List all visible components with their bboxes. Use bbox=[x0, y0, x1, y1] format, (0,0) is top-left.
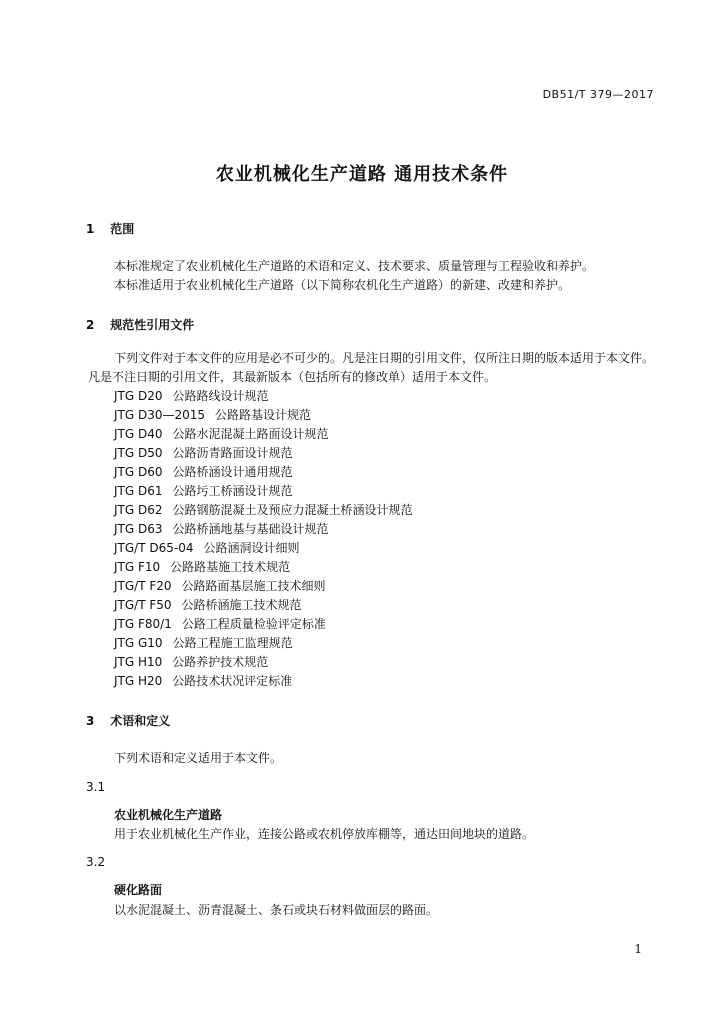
reference-item bbox=[114, 539, 413, 558]
scope-paragraph-1: 本标准规定了农业机械化生产道路的术语和定义、技术要求、质量管理与工程验收和养护。 bbox=[114, 259, 595, 273]
reference-name: 公路圬工桥涵设计规范 bbox=[172, 484, 293, 498]
section-title: 术语和定义 bbox=[110, 714, 171, 728]
document-title: 农业机械化生产道路 通用技术条件 bbox=[215, 164, 509, 185]
terms-intro: 下列术语和定义适用于本文件。 bbox=[114, 751, 283, 765]
reference-code: JTG D62 bbox=[114, 503, 163, 517]
reference-item bbox=[114, 463, 413, 482]
reference-name: 公路钢筋混凝土及预应力混凝土桥涵设计规范 bbox=[172, 503, 413, 517]
reference-item bbox=[114, 672, 413, 691]
term-3-1-name: 农业机械化生产道路 bbox=[114, 808, 223, 822]
term-3-2-name: 硬化路面 bbox=[114, 883, 163, 897]
reference-code: JTG/T F20 bbox=[114, 579, 172, 593]
reference-item bbox=[114, 634, 413, 653]
reference-code: JTG D61 bbox=[114, 484, 163, 498]
reference-item bbox=[114, 425, 413, 444]
reference-code: JTG F80/1 bbox=[114, 617, 172, 631]
section-number: 2 bbox=[86, 318, 95, 332]
page-number: 1 bbox=[634, 942, 642, 956]
term-3-2-definition: 以水泥混凝土、沥青混凝土、条石或块石材料做面层的路面。 bbox=[114, 903, 439, 917]
reference-name: 公路路线设计规范 bbox=[172, 389, 269, 403]
scope-paragraph-2: 本标准适用于农业机械化生产道路（以下简称农机化生产道路）的新建、改建和养护。 bbox=[114, 278, 571, 292]
reference-code: JTG D60 bbox=[114, 465, 163, 479]
reference-code: JTG/T D65-04 bbox=[114, 541, 194, 555]
reference-item bbox=[114, 444, 413, 463]
reference-name: 公路桥涵地基与基础设计规范 bbox=[172, 522, 329, 536]
reference-name: 公路工程质量检验评定标准 bbox=[181, 617, 326, 631]
reference-name: 公路水泥混凝土路面设计规范 bbox=[172, 427, 329, 441]
section-number: 3 bbox=[86, 714, 95, 728]
reference-item bbox=[114, 653, 413, 672]
reference-item bbox=[114, 558, 413, 577]
reference-code: JTG G10 bbox=[114, 636, 163, 650]
section-2-heading bbox=[86, 316, 194, 333]
reference-item bbox=[114, 482, 413, 501]
reference-code: JTG D50 bbox=[114, 446, 163, 460]
section-1-heading bbox=[86, 220, 134, 237]
reference-name: 公路技术状况评定标准 bbox=[172, 674, 293, 688]
reference-name: 公路沥青路面设计规范 bbox=[172, 446, 293, 460]
reference-item bbox=[114, 615, 413, 634]
term-3-2-number: 3.2 bbox=[86, 855, 106, 869]
reference-list bbox=[114, 387, 413, 691]
reference-item bbox=[114, 501, 413, 520]
reference-item bbox=[114, 596, 413, 615]
reference-name: 公路桥涵设计通用规范 bbox=[172, 465, 293, 479]
term-3-1-number: 3.1 bbox=[86, 780, 106, 794]
section-title: 范围 bbox=[110, 222, 135, 236]
standard-code: DB51/T 379—2017 bbox=[542, 88, 654, 101]
reference-name: 公路路基施工技术规范 bbox=[170, 560, 291, 574]
reference-code: JTG H20 bbox=[114, 674, 163, 688]
reference-item bbox=[114, 387, 413, 406]
reference-name: 公路路基设计规范 bbox=[215, 408, 312, 422]
reference-code: JTG D30—2015 bbox=[114, 408, 206, 422]
normative-refs-intro: 下列文件对于本文件的应用是必不可少的。凡是注日期的引用文件，仅所注日期的版本适用于本文件。凡是不注日期的引用文件，其最新版本（包括所有的修改单）适用于本文件。 bbox=[88, 351, 655, 384]
reference-name: 公路路面基层施工技术细则 bbox=[181, 579, 326, 593]
reference-code: JTG D40 bbox=[114, 427, 163, 441]
reference-code: JTG D20 bbox=[114, 389, 163, 403]
reference-name: 公路涵洞设计细则 bbox=[203, 541, 300, 555]
reference-item bbox=[114, 520, 413, 539]
section-3-heading bbox=[86, 712, 170, 729]
reference-code: JTG D63 bbox=[114, 522, 163, 536]
term-3-1-definition: 用于农业机械化生产作业，连接公路或农机停放库棚等，通达田间地块的道路。 bbox=[114, 827, 535, 841]
reference-name: 公路养护技术规范 bbox=[172, 655, 269, 669]
section-title: 规范性引用文件 bbox=[110, 318, 195, 332]
reference-name: 公路工程施工监理规范 bbox=[172, 636, 293, 650]
section-number: 1 bbox=[86, 222, 95, 236]
reference-name: 公路桥涵施工技术规范 bbox=[181, 598, 302, 612]
reference-code: JTG H10 bbox=[114, 655, 163, 669]
reference-code: JTG F10 bbox=[114, 560, 161, 574]
reference-item bbox=[114, 406, 413, 425]
reference-code: JTG/T F50 bbox=[114, 598, 172, 612]
reference-item bbox=[114, 577, 413, 596]
